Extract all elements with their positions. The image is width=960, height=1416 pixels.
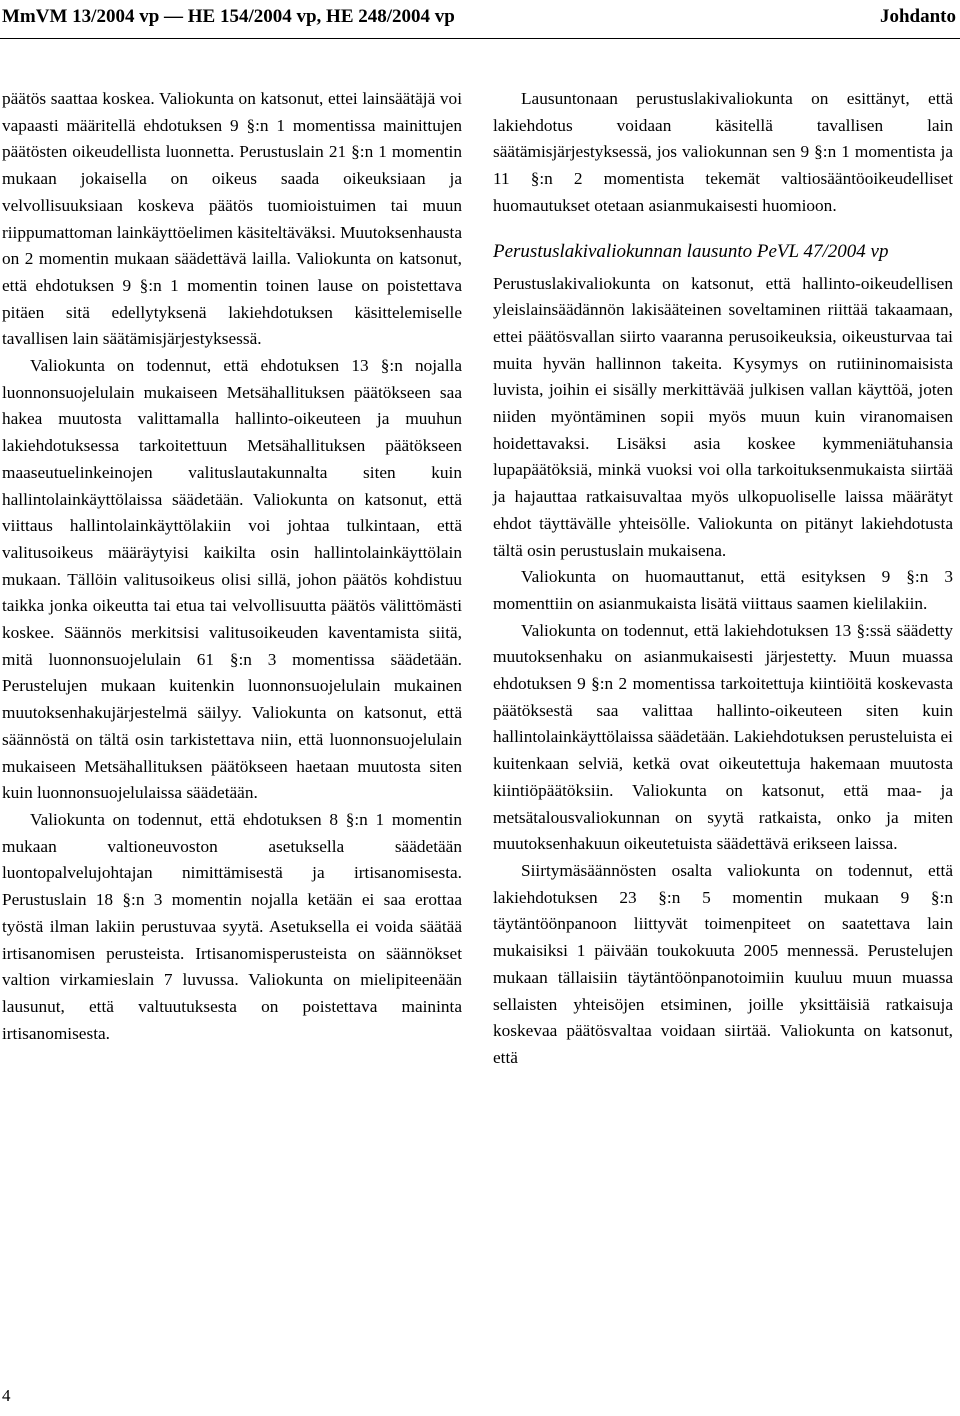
right-paragraph-1: Perustuslakivaliokunta on katsonut, että hallinto-oikeudellisen yleislainsäädännön lakisääteinen soveltaminen riittää takaamaan, ettei päätösvallan siirto vaaranna perusoikeuksia, oikeusturvaa tai muita hyvän hallinnon takeita. Kysymys on rutiininomaisista luvista, joihin ei sisälly merkittävää julkisen vallan käyttöä, joten niiden myöntäminen sopii myös muun kuin viranomaisen hoidettavaksi. Lisäksi asia koskee kymmeniätuhansia lupapäätöksiä, minkä vuoksi voi olla tarkoituksenmukaista siirtää ja hajauttaa ratkaisuvaltaa myös ulkopuoliselle laissa määrätyt ehdot täyttävälle yhteisölle. Valiokunta on pitänyt lakiehdotusta tältä osin perustuslain mukaisena. <box>493 273 953 560</box>
right-paragraph-4: Siirtymäsäännösten osalta valiokunta on todennut, että lakiehdotuksen 23 §:n 5 momentin mukaan 9 §:n täytäntöönpanoon liittyvät toimenpiteet on saatettava lain mukaisiksi 1 päivään toukokuuta 2005 mennessä. Perustelujen mukaan tällaisiin täytäntöönpanotoimiin kuuluu muun muassa sellaisten yhteisöjen etsiminen, joille yksittäisiä ratkaisuja koskevaa päätösvaltaa voidaan siirtää. Valiokunta on katsonut, että <box>493 860 953 1067</box>
page-number: 4 <box>2 1386 11 1405</box>
header-document-id: MmVM 13/2004 vp — HE 154/2004 vp, HE 248/2004 vp <box>2 6 455 27</box>
right-paragraph-3: Valiokunta on todennut, että lakiehdotuksen 13 §:ssä säädetty muutoksenhaku on asianmukaisesti järjestetty. Muun muassa ehdotuksen 9 §:n 2 momentissa tarkoitettuja kiintiöitä koskevasta päätöksestä saa valittaa hallinto-oikeuteen siten kuin hallintolainkäyttölaissa säädetään. Lakiehdotuksen perusteluista ei kuitenkaan selviä, ketkä ovat oikeutettuja hakemaan muutosta kiintiöpäätöksiin. Valiokunta on katsonut, että maa- ja metsätalousvaliokunnan on syytä ratkaista, onko ja miten muutoksenhakuun oikeutetuista säädettävä erikseen laissa. <box>493 620 953 854</box>
right-column <box>493 86 953 1072</box>
header-rule <box>0 38 960 39</box>
left-column <box>2 86 462 1047</box>
running-header <box>0 0 960 36</box>
section-heading: Perustuslakivaliokunnan lausunto PeVL 47/2004 vp <box>493 240 889 262</box>
right-intro-paragraph: Lausuntonaan perustuslakivaliokunta on esittänyt, että lakiehdotus voidaan käsitellä tavallisen lain säätämisjärjestyksessä, jos valiokunnan sen 9 §:n 1 momentista ja 11 §:n 2 momentista tekemät valtiosääntöoikeudelliset huomautukset otetaan asianmukaisesti huomioon. <box>493 89 953 215</box>
header-section-title: Johdanto <box>879 6 956 27</box>
left-paragraph-3: Valiokunta on todennut, että ehdotuksen 8 §:n 1 momentin mukaan valtioneuvoston asetuksella säädetään luontopalvelujohtajan nimittämisestä ja irtisanomisesta. Perustuslain 18 §:n 3 momentin nojalla ketään ei saa erottaa työstä ilman lakiin perustuvaa syytä. Asetuksella ei voida säätää irtisanomisen perusteista. Irtisanomisperusteista on säännökset valtion virkamieslain 7 luvussa. Valiokunta on mielipiteenään lausunut, että valtuutuksesta on poistettava maininta irtisanomisesta. <box>2 809 462 1043</box>
left-paragraph-1: päätös saattaa koskea. Valiokunta on katsonut, ettei lainsäätäjä voi vapaasti määritellä ehdotuksen 9 §:n 1 momentissa mainittujen päätösten oikeudellista luonnetta. Perustuslain 21 §:n 1 momentin mukaan jokaisella on oikeus saada oikeuksiaan ja velvollisuuksiaan koskeva päätös tuomioistuimen tai muun riippumattoman lainkäyttöelimen käsiteltäväksi. Muutoksenhausta on 2 momentin mukaan säädettävä lailla. Valiokunta on katsonut, että ehdotuksen 9 §:n 1 momentin toinen lause on poistettava pitäen sitä edellytyksenä lakiehdotuksen käsittelemiselle tavallisen lain säätämisjärjestyksessä. <box>2 89 462 349</box>
left-paragraph-2: Valiokunta on todennut, että ehdotuksen 13 §:n nojalla luonnonsuojelulain mukaiseen Metsähallituksen päätökseen saa hakea muutosta valittamalla hallinto-oikeuteen ja muuhun lakiehdotuksessa tarkoitettuun Metsähallituksen päätökseen maaseutuelinkeinojen valituslautakunnalta siten kuin hallintolainkäyttölaissa säädetään. Valiokunta on katsonut, että viittaus hallintolainkäyttölakiin voi johtaa tulkintaan, että valitusoikeus määräytyisi kaikilta osin hallintolainkäyttölain mukaan. Tällöin valitusoikeus olisi sillä, johon päätös kohdistuu taikka jonka oikeutta tai etua tai velvollisuutta päätös välittömästi koskee. Säännös merkitsisi valitusoikeuden kaventamista siitä, mitä luonnonsuojelulain 61 §:n 3 momentissa säädetään. Perustelujen mukaan kuitenkin luonnonsuojelulain mukainen muutoksenhakujärjestelmä säilyy. Valiokunta on katsonut, että säännöstä on tältä osin tarkistettava niin, että luonnonsuojelulain mukaiseen Metsähallituksen päätökseen haetaan muutosta siten kuin luonnonsuojelulaissa säädetään. <box>2 356 462 803</box>
right-paragraph-2: Valiokunta on huomauttanut, että esityksen 9 §:n 3 momenttiin on asianmukaista lisätä viittaus saamen kielilakiin. <box>493 567 953 613</box>
